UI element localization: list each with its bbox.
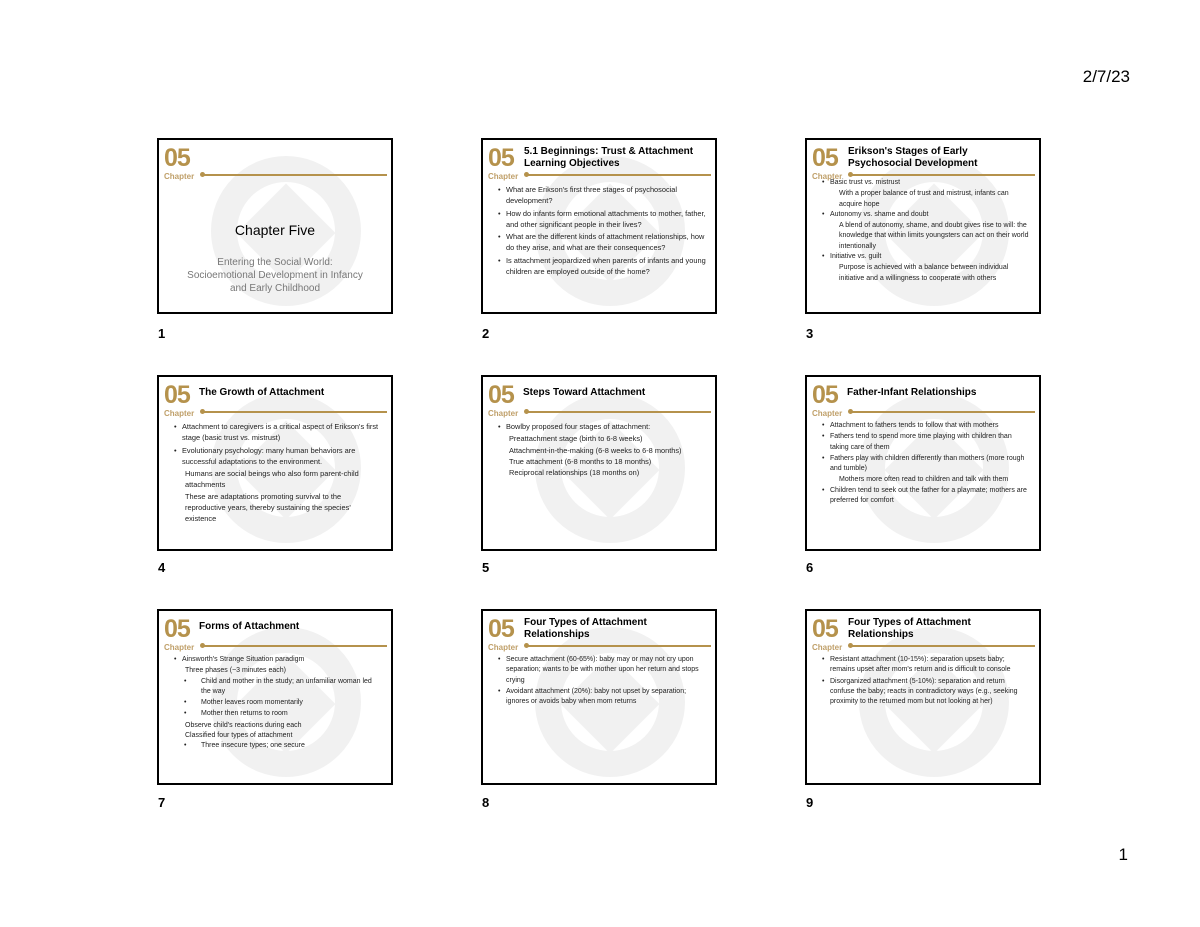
sub-bullet: Observe child's reactions during each xyxy=(185,721,302,729)
accent-line xyxy=(851,411,1035,413)
sub-bullet: Purpose is achieved with a balance between individual initiative and a willingness to cooperate with others xyxy=(839,264,1009,282)
slide-content xyxy=(173,655,383,753)
slide-number: 7 xyxy=(158,795,166,810)
slide-title: Four Types of Attachment Relationships xyxy=(524,617,647,640)
bullet: • Evolutionary psychology: many human behaviors are successful adaptations to the environment. xyxy=(173,445,383,468)
sub-bullet: Humans are social beings who also form parent-child attachments xyxy=(185,469,359,490)
slide-thumbnail[interactable] xyxy=(481,609,717,785)
logo-number: 05 xyxy=(164,144,190,172)
bullet: • Initiative vs. guilt xyxy=(821,252,1031,262)
logo-number: 05 xyxy=(812,144,838,172)
chapter-logo xyxy=(488,383,518,418)
sub-bullet: Classified four types of attachment xyxy=(185,732,293,740)
slide-title: Erikson's Stages of Early Psychosocial Development xyxy=(848,146,978,169)
bullet: • What are Erikson's first three stages of psychosocial development? xyxy=(497,184,707,207)
sub-sub-bullet: • Three insecure types; one secure xyxy=(183,741,383,751)
accent-line xyxy=(527,411,711,413)
slide-title: The Growth of Attachment xyxy=(199,387,325,398)
logo-word: Chapter xyxy=(164,409,195,418)
chapter-logo xyxy=(812,617,842,652)
chapter-logo xyxy=(164,617,194,652)
slide-content xyxy=(173,421,383,525)
sub-bullet: A blend of autonomy, shame, and doubt gives rise to will: the knowledge that within limits youngsters can act on their world intentionally xyxy=(839,222,1029,250)
bullet: • Children tend to seek out the father for a playmate; mothers are preferred for comfort xyxy=(821,486,1031,507)
slide-title: Steps Toward Attachment xyxy=(523,387,646,398)
logo-number: 05 xyxy=(812,615,838,643)
logo-word: Chapter xyxy=(812,172,843,181)
slide-content xyxy=(497,421,707,478)
slide-number: 4 xyxy=(158,560,166,575)
bullet: • Disorganized attachment (5-10%): separation and return confuse the baby; reacts in contradictory ways (e.g., seeking proximity to the returned mom but not looking at her) xyxy=(821,677,1031,708)
accent-line xyxy=(851,645,1035,647)
slide-number: 2 xyxy=(482,326,490,341)
accent-line xyxy=(203,174,387,176)
bullet: • Fathers play with children differently than mothers (more rough and tumble) xyxy=(821,454,1031,475)
sub-bullet: With a proper balance of trust and mistrust, infants can acquire hope xyxy=(839,190,1009,208)
accent-line xyxy=(527,645,711,647)
slide-title: Father-Infant Relationships xyxy=(847,387,977,398)
slide-content xyxy=(821,421,1031,507)
bullet: • Ainsworth's Strange Situation paradigm xyxy=(173,655,383,665)
logo-word: Chapter xyxy=(164,643,195,652)
logo-word: Chapter xyxy=(488,643,519,652)
bullet: • Resistant attachment (10-15%): separation upsets baby; remains upset after mom's return and is difficult to console xyxy=(821,655,1031,676)
slide-subtitle: Entering the Social World: Socioemotional Development in Infancy and Early Childhood xyxy=(187,257,363,294)
bullet: • Attachment to caregivers is a critical aspect of Erikson's first stage (basic trust vs. mistrust) xyxy=(173,421,383,444)
sub-bullet: Attachment-in-the-making (6-8 weeks to 6-8 months) xyxy=(509,445,682,455)
slide-number: 3 xyxy=(806,326,814,341)
logo-word: Chapter xyxy=(812,643,843,652)
bullet: • Avoidant attachment (20%): baby not upset by separation; ignores or avoids baby when mom returns xyxy=(497,687,707,708)
slide-content xyxy=(497,184,707,278)
slide-title: Forms of Attachment xyxy=(199,621,300,632)
slide-number: 9 xyxy=(806,795,814,810)
chapter-logo xyxy=(812,383,842,418)
sub-sub-bullet: • Mother then returns to room xyxy=(183,709,383,719)
sub-bullet: Three phases (~3 minutes each) xyxy=(185,667,286,675)
slide-content xyxy=(821,655,1031,708)
slide-thumbnail[interactable] xyxy=(157,609,393,785)
chapter-logo xyxy=(164,146,194,181)
logo-number: 05 xyxy=(812,381,838,409)
slide-thumbnail[interactable] xyxy=(805,375,1041,551)
sub-bullet: True attachment (6-8 months to 18 months) xyxy=(509,456,652,466)
slide-title: Four Types of Attachment Relationships xyxy=(848,617,971,640)
slide-content xyxy=(497,655,707,708)
chapter-logo xyxy=(488,617,518,652)
logo-number: 05 xyxy=(488,144,514,172)
slide-thumbnail[interactable] xyxy=(805,138,1041,314)
bullet: • Fathers tend to spend more time playing with children than taking care of them xyxy=(821,432,1031,453)
bullet: • Basic trust vs. mistrust xyxy=(821,178,1031,188)
logo-number: 05 xyxy=(488,615,514,643)
slide-title: 5.1 Beginnings: Trust & Attachment Learning Objectives xyxy=(524,146,694,169)
slide-thumbnail[interactable] xyxy=(481,375,717,551)
bullet: • Is attachment jeopardized when parents of infants and young children are employed outside of the home? xyxy=(497,255,707,278)
sub-bullet: Preattachment stage (birth to 6-8 weeks) xyxy=(509,434,643,444)
slide-content xyxy=(821,178,1031,284)
accent-line xyxy=(851,174,1035,176)
logo-number: 05 xyxy=(164,381,190,409)
page-date: 2/7/23 xyxy=(1082,67,1130,86)
accent-line xyxy=(527,174,711,176)
sub-bullet: These are adaptations promoting survival to the reproductive years, thereby sustaining the species' existence xyxy=(185,491,351,524)
sub-sub-bullet: • Child and mother in the study; an unfamiliar woman led the way xyxy=(183,677,383,698)
slide-thumbnail[interactable] xyxy=(805,609,1041,785)
logo-word: Chapter xyxy=(812,409,843,418)
slide-number: 6 xyxy=(806,560,814,575)
logo-number: 05 xyxy=(164,615,190,643)
logo-number: 05 xyxy=(488,381,514,409)
slide-number: 1 xyxy=(158,326,166,341)
bullet: • How do infants form emotional attachments to mother, father, and other significant people in their lives? xyxy=(497,208,707,231)
bullet: • Autonomy vs. shame and doubt xyxy=(821,210,1031,220)
slide-thumbnail[interactable] xyxy=(481,138,717,314)
slide-thumbnail[interactable] xyxy=(157,138,393,314)
slide-number: 8 xyxy=(482,795,490,810)
sub-bullet: Mothers more often read to children and talk with them xyxy=(839,476,1009,484)
page-number: 1 xyxy=(1118,845,1128,864)
logo-word: Chapter xyxy=(488,172,519,181)
slide-thumbnail[interactable] xyxy=(157,375,393,551)
bullet: • Secure attachment (60-65%): baby may or may not cry upon separation; wants to be with mother upon her return and stops crying xyxy=(497,655,707,686)
bullet: • Bowlby proposed four stages of attachment: xyxy=(497,421,707,432)
bullet: • What are the different kinds of attachment relationships, how do they arise, and what are their consequences? xyxy=(497,231,707,254)
chapter-logo xyxy=(812,146,842,181)
chapter-logo xyxy=(488,146,518,181)
slide-title: Chapter Five xyxy=(234,222,316,238)
sub-sub-bullet: • Mother leaves room momentarily xyxy=(183,698,383,708)
accent-line xyxy=(203,645,387,647)
bullet: • Attachment to fathers tends to follow that with mothers xyxy=(821,421,1031,431)
slide-number: 5 xyxy=(482,560,490,575)
logo-word: Chapter xyxy=(164,172,195,181)
logo-word: Chapter xyxy=(488,409,519,418)
chapter-logo xyxy=(164,383,194,418)
accent-line xyxy=(203,411,387,413)
sub-bullet: Reciprocal relationships (18 months on) xyxy=(509,468,640,478)
